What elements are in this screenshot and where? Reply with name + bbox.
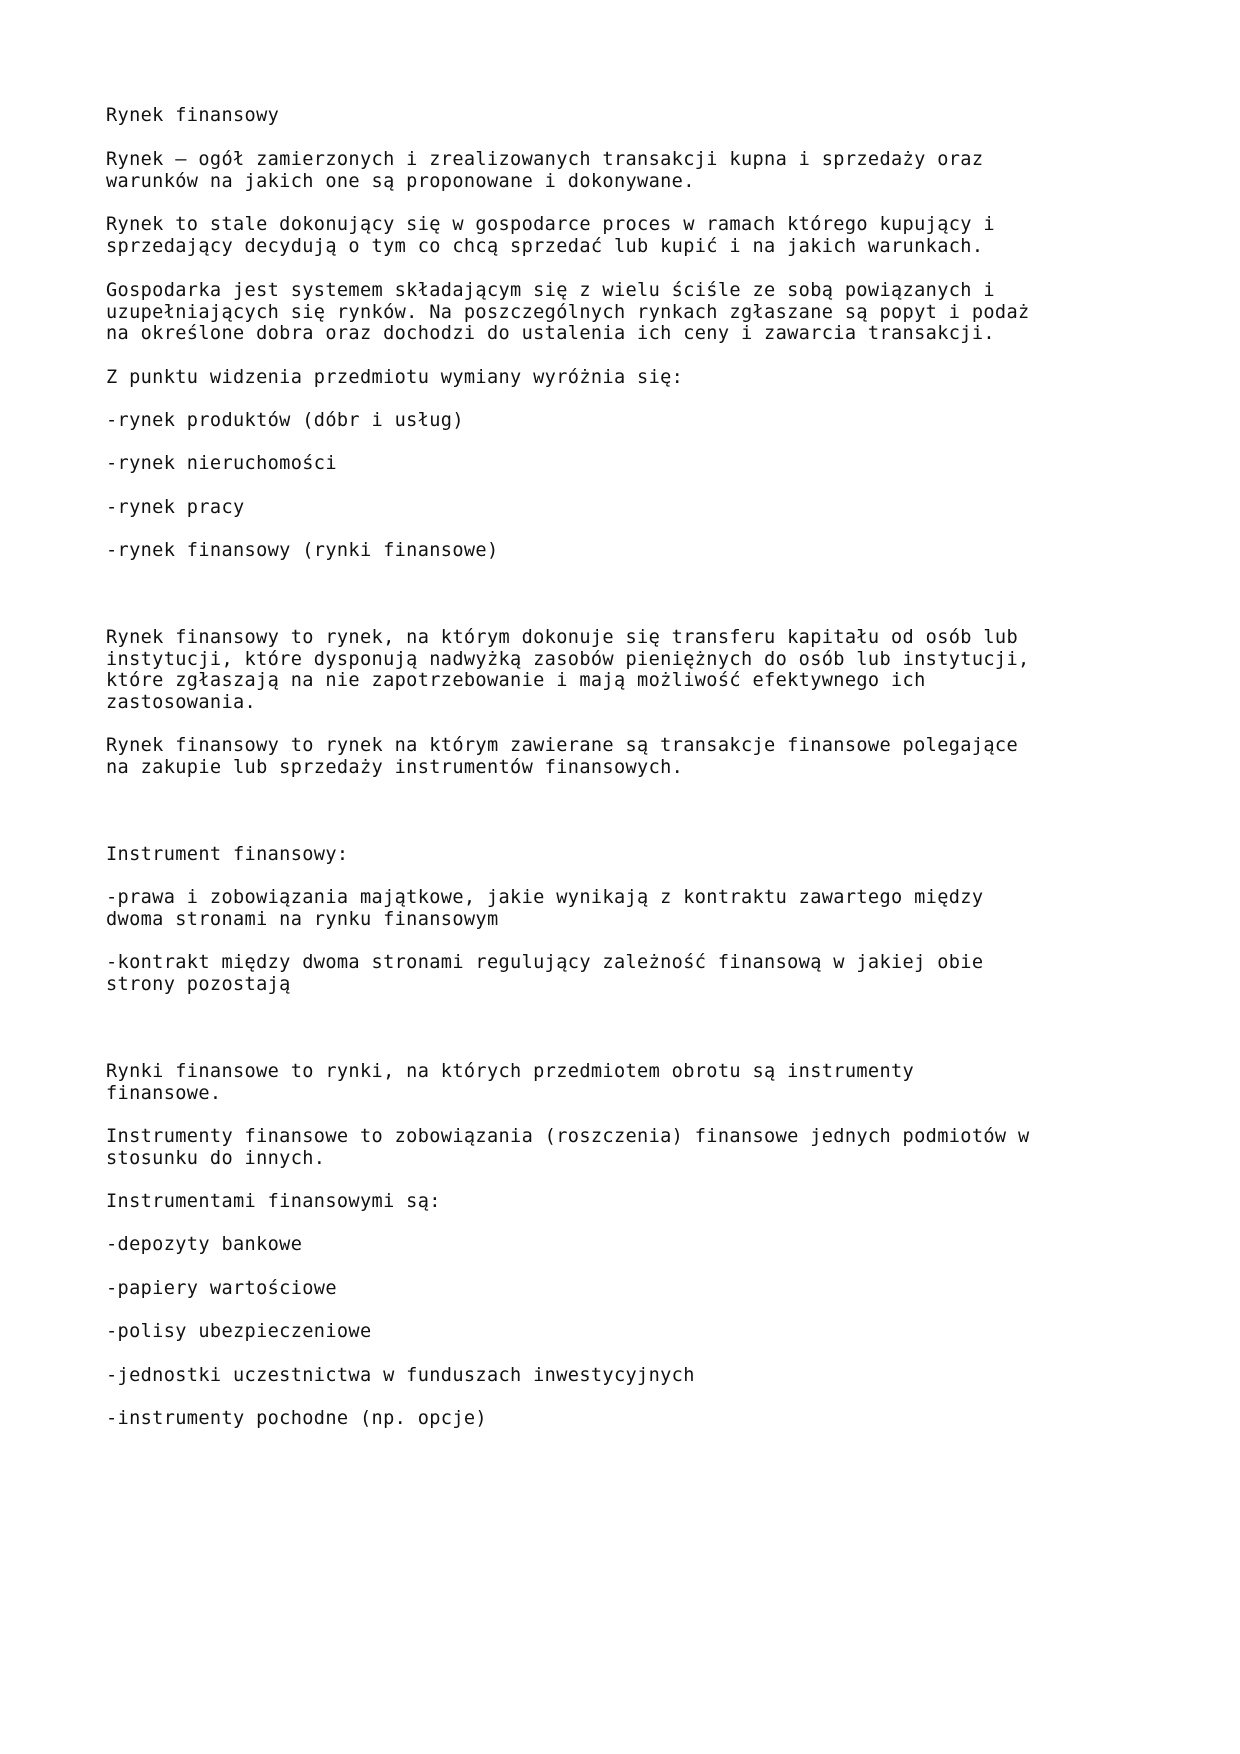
text-line: -kontrakt między dwoma stronami regulujący zależność finansową w jakiej obie <box>106 952 984 973</box>
text-line: które zgłaszają na nie zapotrzebowanie i mają możliwość efektywnego ich <box>106 670 926 691</box>
text-line: dwoma stronami na rynku finansowym <box>106 909 499 930</box>
text-line: instytucji, które dysponują nadwyżką zasobów pieniężnych do osób lub instytucji, <box>106 649 1030 670</box>
text-line: uzupełniających się rynków. Na poszczególnych rynkach zgłaszane są popyt i podaż <box>106 302 1030 323</box>
list-item: -rynek pracy <box>106 497 245 518</box>
list-item: -instrumenty pochodne (np. opcje) <box>106 1408 487 1429</box>
text-line: Rynek – ogół zamierzonych i zrealizowanych transakcji kupna i sprzedaży oraz <box>106 149 984 170</box>
text-line: stosunku do innych. <box>106 1148 326 1169</box>
text-line: sprzedający decydują o tym co chcą sprzedać lub kupić i na jakich warunkach. <box>106 236 984 257</box>
text-line: -prawa i zobowiązania majątkowe, jakie wynikają z kontraktu zawartego między <box>106 887 984 908</box>
document-title: Rynek finansowy <box>106 105 280 126</box>
list-item: -rynek finansowy (rynki finansowe) <box>106 540 499 561</box>
text-line: strony pozostają <box>106 974 291 995</box>
text-line: finansowe. <box>106 1083 222 1104</box>
paragraph-market-types-intro: Z punktu widzenia przedmiotu wymiany wyróżnia się: <box>106 367 684 388</box>
list-item: -depozyty bankowe <box>106 1234 303 1255</box>
text-line: Rynki finansowe to rynki, na których przedmiotem obrotu są instrumenty <box>106 1061 915 1082</box>
text-line: zastosowania. <box>106 692 257 713</box>
section-heading-instrument: Instrument finansowy: <box>106 844 349 865</box>
text-line: warunków na jakich one są proponowane i dokonywane. <box>106 171 695 192</box>
text-line: na określone dobra oraz dochodzi do ustalenia ich ceny i zawarcia transakcji. <box>106 323 995 344</box>
list-item: -rynek nieruchomości <box>106 453 337 474</box>
list-item: -polisy ubezpieczeniowe <box>106 1321 372 1342</box>
paragraph-instruments-intro: Instrumentami finansowymi są: <box>106 1191 441 1212</box>
text-line: Rynek finansowy to rynek, na którym dokonuje się transferu kapitału od osób lub <box>106 627 1019 648</box>
text-line: Instrumenty finansowe to zobowiązania (roszczenia) finansowe jednych podmiotów w <box>106 1126 1030 1147</box>
list-item: -jednostki uczestnictwa w funduszach inwestycyjnych <box>106 1365 695 1386</box>
list-item: -papiery wartościowe <box>106 1278 337 1299</box>
list-item: -rynek produktów (dóbr i usług) <box>106 410 464 431</box>
text-line: Rynek finansowy to rynek na którym zawierane są transakcje finansowe polegające <box>106 735 1019 756</box>
text-line: Gospodarka jest systemem składającym się z wielu ściśle ze sobą powiązanych i <box>106 280 995 301</box>
text-line: na zakupie lub sprzedaży instrumentów finansowych. <box>106 757 684 778</box>
text-line: Rynek to stale dokonujący się w gospodarce proces w ramach którego kupujący i <box>106 214 995 235</box>
